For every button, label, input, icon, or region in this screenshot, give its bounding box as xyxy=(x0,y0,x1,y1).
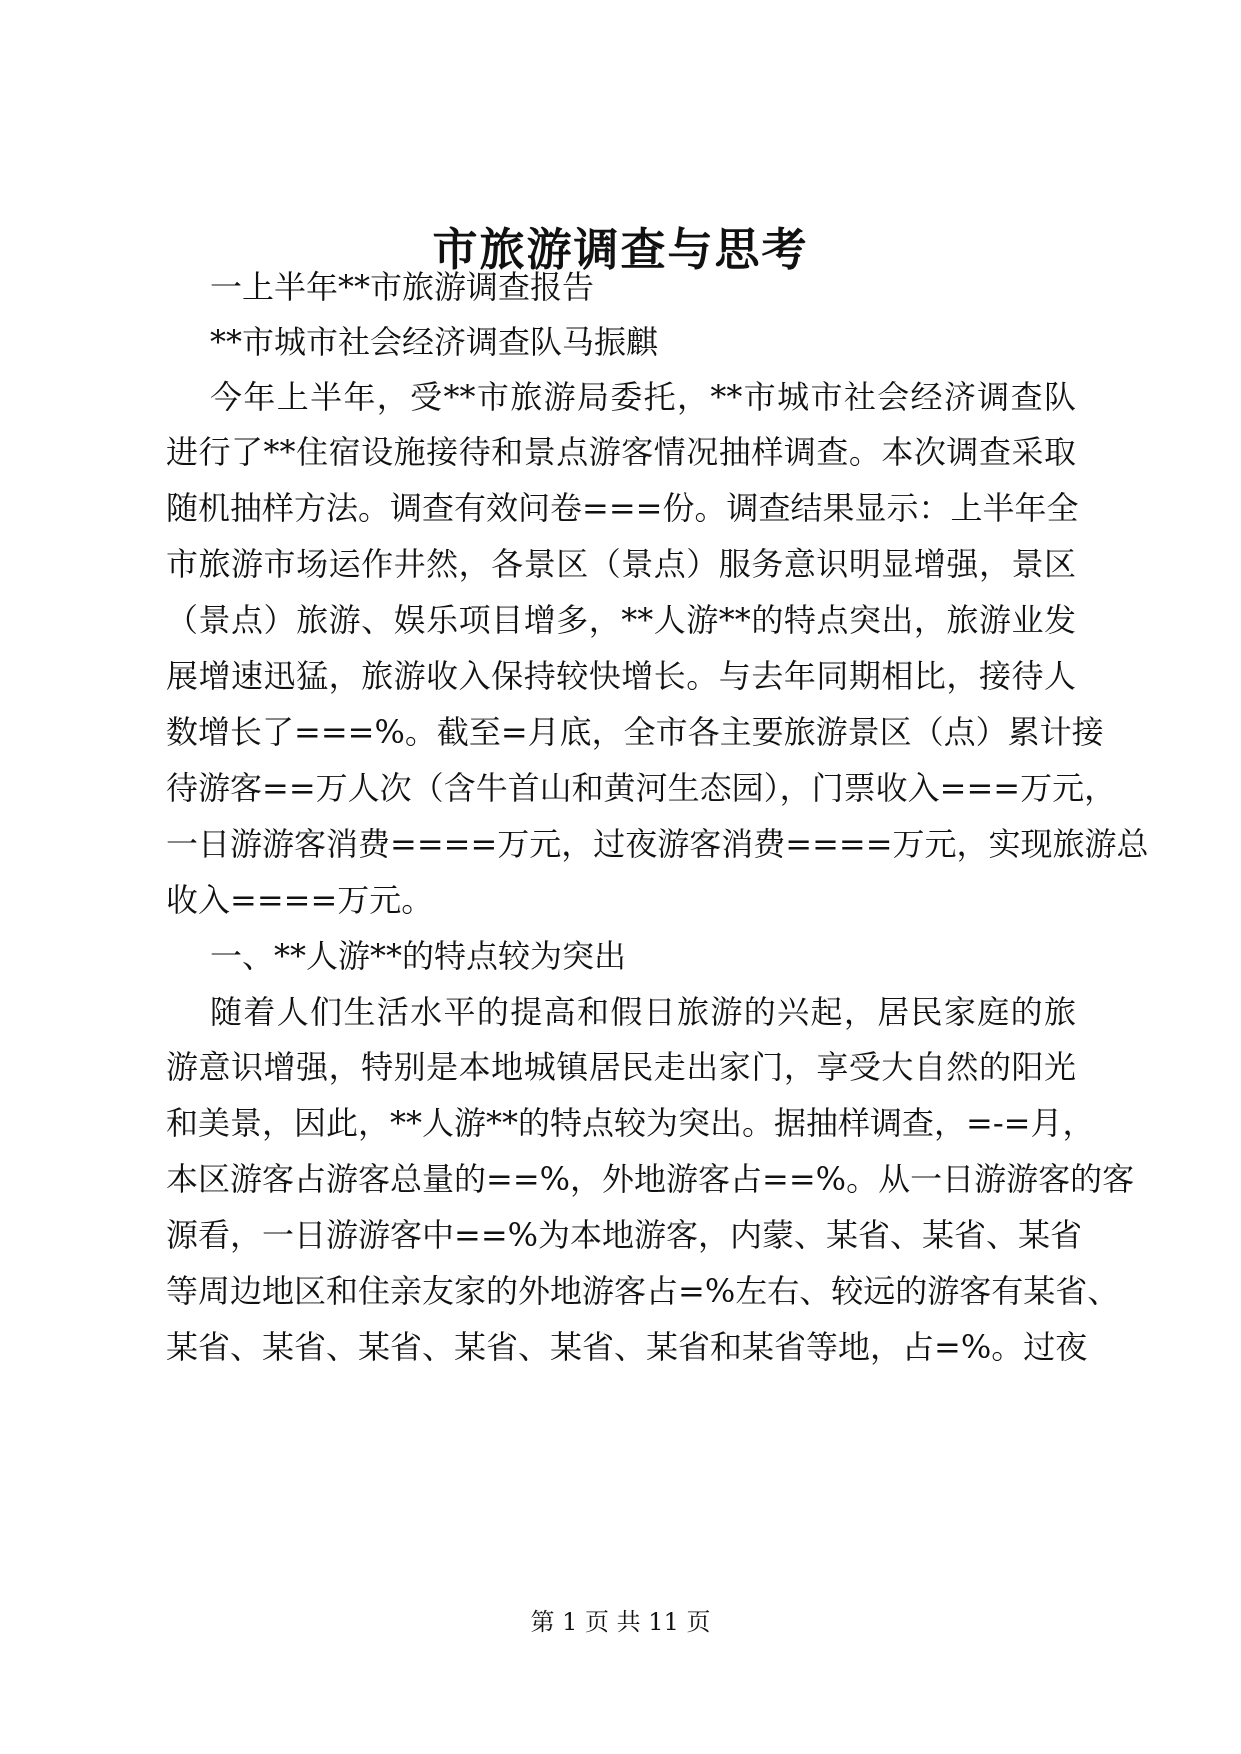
paragraph-line: 和美景，因此，**人游**的特点较为突出。据抽样调查，=-=月， xyxy=(166,1104,1095,1142)
section-heading: 一、**人游**的特点较为突出 xyxy=(210,937,627,975)
paragraph-line: 一日游游客消费====万元，过夜游客消费====万元，实现旅游总 xyxy=(166,825,1149,863)
paragraph-line: 今年上半年，受**市旅游局委托，**市城市社会经济调查队 xyxy=(210,378,1076,416)
page-number-footer: 第 1 页 共 11 页 xyxy=(530,1608,711,1636)
document-title: 市旅游调查与思考 xyxy=(432,223,809,276)
paragraph-line: 数增长了===%。截至=月底，全市各主要旅游景区（点）累计接 xyxy=(166,713,1104,751)
paragraph-line: 源看，一日游游客中==%为本地游客，内蒙、某省、某省、某省 xyxy=(166,1216,1083,1254)
paragraph-line: 待游客==万人次（含牛首山和黄河生态园），门票收入===万元， xyxy=(166,769,1117,807)
paragraph-line: 进行了**住宿设施接待和景点游客情况抽样调查。本次调查采取 xyxy=(166,433,1076,471)
paragraph-line: 某省、某省、某省、某省、某省、某省和某省等地，占=%。过夜 xyxy=(166,1328,1088,1366)
paragraph-line: 收入====万元。 xyxy=(166,881,434,919)
paragraph-line: 游意识增强，特别是本地城镇居民走出家门，享受大自然的阳光 xyxy=(166,1048,1076,1086)
paragraph-line: 本区游客占游客总量的==%，外地游客占==%。从一日游游客的客 xyxy=(166,1160,1135,1198)
paragraph-line: 随机抽样方法。调查有效问卷===份。调查结果显示：上半年全 xyxy=(166,489,1079,527)
subtitle: 一上半年**市旅游调查报告 xyxy=(210,268,595,306)
paragraph-line: 等周边地区和住亲友家的外地游客占=%左右、较远的游客有某省、 xyxy=(166,1272,1120,1310)
author-line: **市城市社会经济调查队马振麒 xyxy=(210,323,659,361)
paragraph-line: 市旅游市场运作井然，各景区（景点）服务意识明显增强，景区 xyxy=(166,545,1076,583)
paragraph-line: 随着人们生活水平的提高和假日旅游的兴起，居民家庭的旅 xyxy=(210,993,1076,1031)
paragraph-line: （景点）旅游、娱乐项目增多，**人游**的特点突出，旅游业发 xyxy=(166,601,1076,639)
paragraph-line: 展增速迅猛，旅游收入保持较快增长。与去年同期相比，接待人 xyxy=(166,657,1076,695)
